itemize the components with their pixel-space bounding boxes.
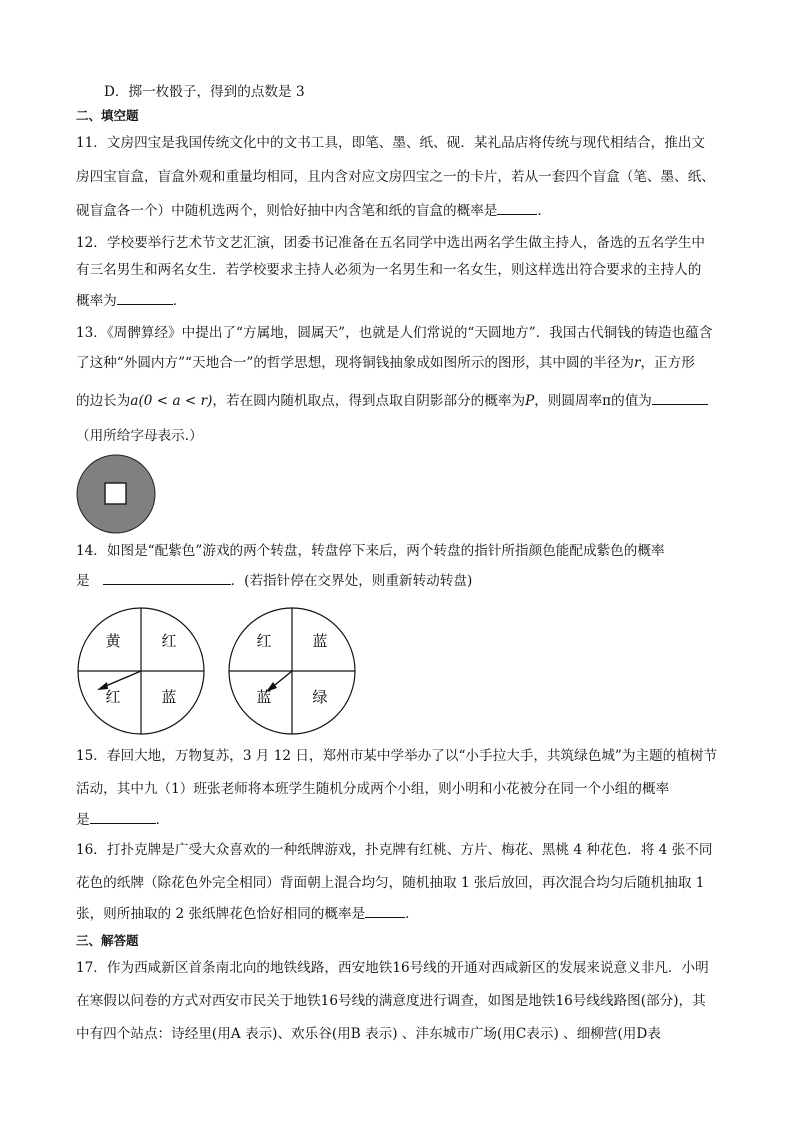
q13-text-b: ，正方形: [640, 355, 695, 371]
q15-line-3: [76, 809, 169, 830]
q13-text-c: 的边长为: [76, 393, 131, 409]
q12-line-1: 12．学校要举行艺术节文艺汇演，团委书记准备在五名同学中选出两名学生做主持人，备选的五名学生中: [76, 235, 706, 251]
q17-line-2: 在寒假以问卷的方式对西安市民关于地铁16号线的满意度进行调查，如图是地铁16号线线路图(部分)，其: [76, 993, 706, 1009]
q16-answer-blank[interactable]: [365, 903, 405, 918]
q12-end: ．: [172, 293, 187, 309]
spinner-right-label-br: 绿: [312, 688, 328, 706]
copper-coin-figure: [74, 452, 158, 536]
probability-symbol: P: [525, 393, 535, 409]
side-condition-formula: a(0 < a < r): [130, 393, 213, 409]
q12-line-3: [76, 290, 186, 311]
q14-line-2: [76, 570, 472, 591]
q11-line-2: 房四宝盲盒，盲盒外观和重量均相同，且内含对应文房四宝之一的卡片，若从一套四个盲盒（笔、墨、纸、: [76, 169, 715, 185]
radius-symbol: r: [633, 355, 641, 371]
q11-line-1: 11．文房四宝是我国传统文化中的文书工具，即笔、墨、纸、砚．某礼品店将传统与现代相结合，推出文: [76, 135, 706, 151]
q13-text-e: ，则圆周率π的值为: [534, 393, 652, 409]
spinner-left-label-tl: 黄: [105, 632, 121, 650]
q12-line-2: 有三名男生和两名女生．若学校要求主持人必须为一名男生和一名女生，则这样选出符合要求的主持人的: [76, 262, 702, 278]
q15-text: 是: [76, 812, 90, 828]
q15-end: ．: [155, 812, 170, 828]
q16-line-1: 16．打扑克牌是广受大众喜欢的一种纸牌游戏，扑克牌有红桃、方片、梅花、黑桃 4 种花色．将 4 张不同: [76, 842, 713, 858]
q14-text-b: ．(若指针停在交界处，则重新转动转盘): [230, 573, 473, 589]
spinner-right-label-tr: 蓝: [312, 632, 328, 650]
q14-text-a: 是: [76, 573, 90, 589]
q14-answer-blank[interactable]: [103, 570, 231, 585]
q13-answer-blank[interactable]: [652, 390, 708, 405]
q16-line-2: 花色的纸牌（除花色外完全相同）背面朝上混合均匀，随机抽取 1 张后放回，再次混合均匀后随机抽取 1: [76, 875, 705, 891]
q13-line-4: （用所给字母表示.）: [76, 428, 203, 444]
q17-line-3: 中有四个站点：诗经里(用A 表示)、欢乐谷(用B 表示) 、沣东城市广场(用C表示) 、细柳营(用D表: [76, 1026, 661, 1042]
q15-line-2: 活动，其中九（1）班张老师将本班学生随机分成两个小组，则小明和小花被分在同一个小组的概率: [76, 781, 670, 797]
spinner-right-label-tl: 红: [256, 632, 272, 650]
q16-end: ．: [405, 906, 419, 922]
q11-answer-blank[interactable]: [497, 200, 537, 215]
q17-line-1: 17．作为西咸新区首条南北向的地铁线路，西安地铁16号线的开通对西咸新区的发展来说意义非凡．小明: [76, 960, 709, 976]
coin-square-hole: [105, 483, 126, 504]
q11-text: 砚盲盒各一个）中随机选两个，则恰好抽中内含笔和纸的盲盒的概率是: [76, 203, 498, 219]
q13-text-d: ，若在圆内随机取点，得到点取自阴影部分的概率为: [212, 393, 526, 409]
q13-line-2: [76, 353, 695, 373]
q15-line-1: 15．春回大地，万物复苏，3 月 12 日，郑州市某中学举办了以“小手拉大手，共筑绿色城”为主题的植树节: [76, 748, 718, 764]
spinner-left: [75, 605, 207, 737]
spinner-right: [226, 605, 358, 737]
spinner-left-label-bl: 红: [105, 688, 121, 706]
spinner-right-label-bl: 蓝: [256, 688, 272, 706]
q13-line-1: 13．《周髀算经》中提出了“方属地，圆属天”，也就是人们常说的“天圆地方”．我国古代铜钱的铸造也蕴含: [76, 325, 713, 341]
section-answer-heading: 三、解答题: [76, 933, 139, 948]
option-d: D．掷一枚骰子，得到的点数是 3: [104, 84, 305, 100]
q13-line-3: [76, 390, 708, 411]
q11-line-3: [76, 200, 551, 221]
section-fill-in-heading: 二、填空题: [76, 108, 139, 123]
q16-text: 张，则所抽取的 2 张纸牌花色恰好相同的概率是: [76, 906, 366, 922]
q12-text: 概率为: [76, 293, 117, 309]
spinner-left-label-tr: 红: [161, 632, 177, 650]
q14-line-1: 14．如图是“配紫色”游戏的两个转盘，转盘停下来后，两个转盘的指针所指颜色能配成紫色的概率: [76, 543, 665, 559]
q11-end: ．: [537, 203, 551, 219]
q12-answer-blank[interactable]: [117, 290, 173, 305]
q13-text-a: 了这种“外圆内方”“天地合一”的哲学思想，现将铜钱抽象成如图所示的图形，其中圆的半径为: [76, 355, 634, 371]
q15-answer-blank[interactable]: [90, 809, 156, 824]
spinner-left-label-br: 蓝: [161, 688, 177, 706]
q16-line-3: [76, 903, 419, 924]
